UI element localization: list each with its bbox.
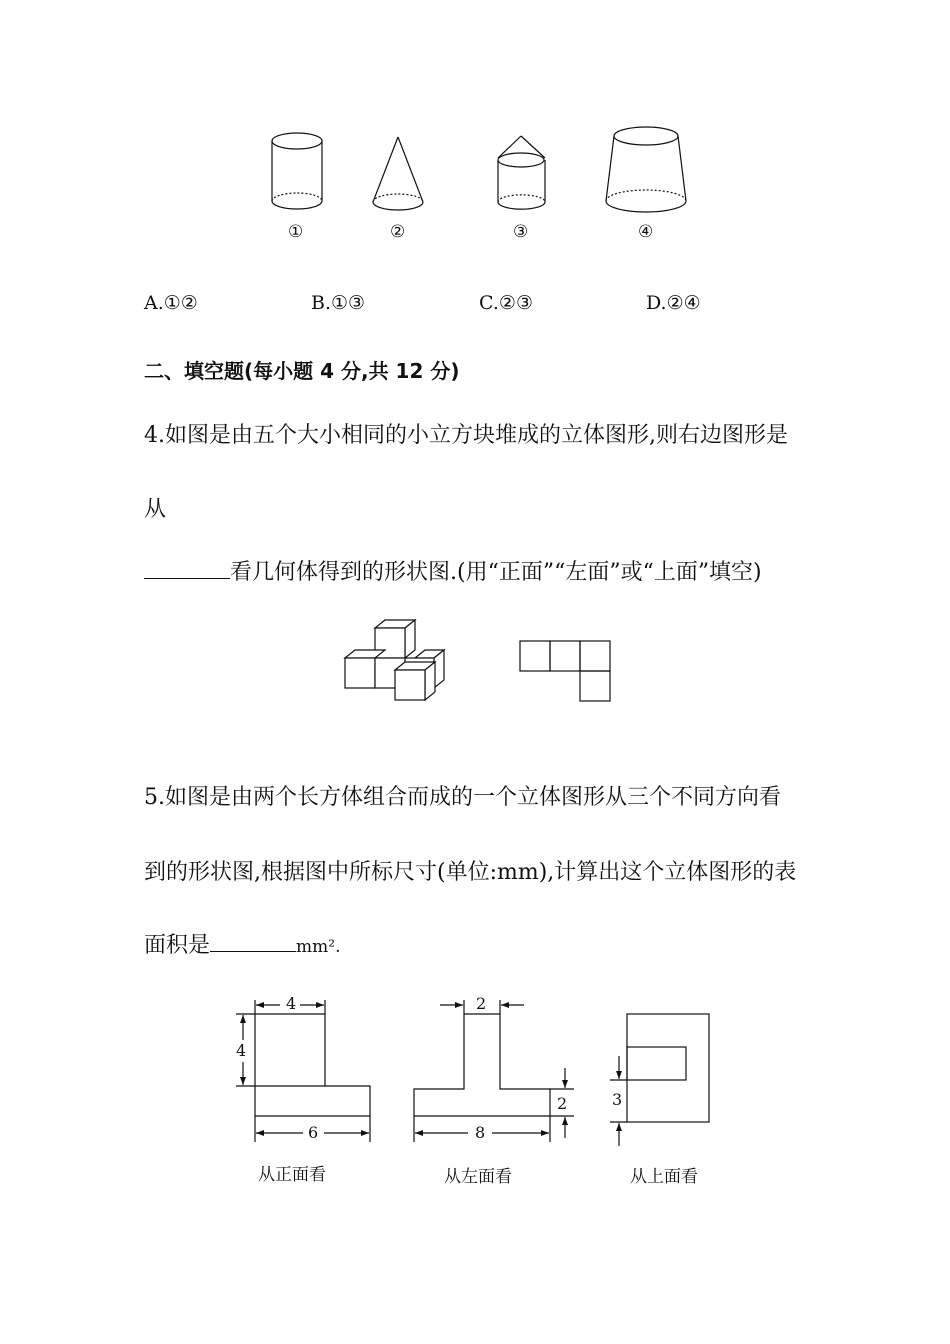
- choice-d[interactable]: D.②④: [646, 292, 701, 314]
- figure-label-2: ②: [390, 222, 406, 242]
- top-dim-left: 3: [612, 1090, 623, 1109]
- choice-a[interactable]: A.①②: [144, 292, 198, 314]
- front-dim-left: 4: [236, 1041, 247, 1060]
- choice-b[interactable]: B.①③: [311, 292, 366, 314]
- caption-front-view: 从正面看: [258, 1165, 326, 1185]
- caption-left-view: 从左面看: [444, 1167, 512, 1187]
- left-dim-bottom: 8: [475, 1123, 486, 1142]
- figure-label-4: ④: [638, 222, 654, 242]
- front-dim-top: 4: [286, 994, 297, 1013]
- choice-c[interactable]: C.②③: [479, 292, 533, 314]
- left-dim-right: 2: [557, 1094, 568, 1113]
- left-dim-top: 2: [476, 994, 487, 1013]
- q4-line-3: 看几何体得到的形状图.(用“正面”“左面”或“上面”填空): [144, 555, 762, 586]
- left-view-shape: [414, 1000, 574, 1142]
- front-view-shape: [236, 1000, 370, 1142]
- top-view-shape: [610, 1014, 709, 1146]
- section-heading: 二、填空题(每小题 4 分,共 12 分): [144, 359, 460, 383]
- caption-top-view: 从上面看: [630, 1167, 698, 1187]
- q4-line-2: 从: [144, 497, 167, 522]
- figure-label-1: ①: [288, 222, 304, 242]
- q5-line-3: 面积是 mm².: [144, 933, 341, 958]
- q5-line-2: 到的形状图,根据图中所标尺寸(单位:mm),计算出这个立体图形的表: [144, 860, 797, 885]
- q5-line-1: 5.如图是由两个长方体组合而成的一个立体图形从三个不同方向看: [144, 785, 781, 810]
- q4-line-1: 4.如图是由五个大小相同的小立方块堆成的立体图形,则右边图形是: [144, 423, 788, 448]
- figure-label-3: ③: [513, 222, 529, 242]
- front-dim-bottom: 6: [308, 1123, 319, 1142]
